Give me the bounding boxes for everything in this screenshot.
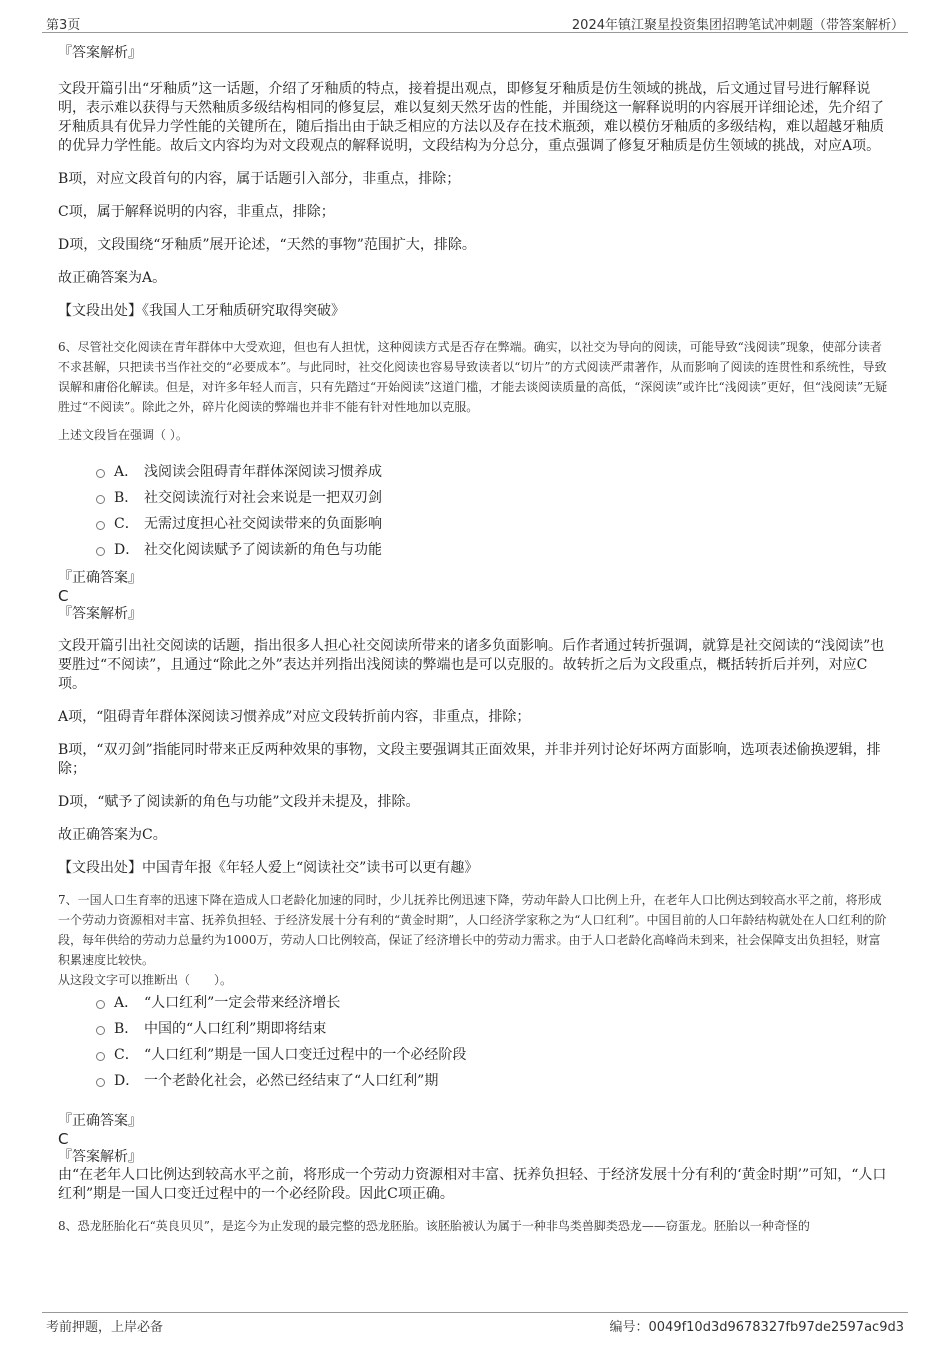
q6-conclusion: 故正确答案为C。 (58, 827, 167, 843)
q6-option-d[interactable] (58, 541, 892, 567)
radio-button-icon[interactable] (96, 469, 105, 478)
option-text: 无需过度担心社交阅读带来的负面影响 (144, 516, 382, 532)
q5-analysis-d: D项，文段围绕“牙釉质”展开论述，“天然的事物”范围扩大，排除。 (58, 237, 476, 253)
q6-analysis-a: A项，“阻碍青年群体深阅读习惯养成”对应文段转折前内容，非重点，排除； (58, 709, 531, 725)
q6-analysis-b: B项，“双刃剑”指能同时带来正反两种效果的事物，文段主要强调其正面效果，并非并列讨论好坏两方面影响，选项表述偷换逻辑，排除； (58, 742, 881, 777)
q6-option-c[interactable] (58, 515, 892, 541)
radio-button-icon[interactable] (96, 1078, 105, 1087)
q7-options (58, 994, 892, 1098)
q7-analysis: 由“在老年人口比例达到较高水平之前，将形成一个劳动力资源相对丰富、抚养负担轻、于经济发展十分有利的‘黄金时期’”可知，“人口红利”期是一国人口变迁过程中的一个必经阶段。因此C项正确。 (58, 1167, 887, 1202)
option-text: 社交阅读流行对社会来说是一把双刃剑 (144, 490, 382, 506)
footer-slogan: 考前押题，上岸必备 (46, 1320, 164, 1335)
q7-option-a[interactable] (58, 994, 892, 1020)
document-id: 编号：0049f10d3d9678327fb97de2597ac9d3 (609, 1320, 904, 1335)
radio-button-icon[interactable] (96, 1026, 105, 1035)
q5-analysis-c: C项，属于解释说明的内容，非重点，排除； (58, 204, 335, 220)
q6-option-b[interactable] (58, 489, 892, 515)
q6-analysis: 文段开篇引出社交阅读的话题，指出很多人担心社交阅读所带来的诸多负面影响。后作者通过转折强调，就算是社交阅读的“浅阅读”也要胜过“不阅读”，且通过“除此之外”表达并列指出浅阅读的弊端也是可以克服的。故转折之后为文段重点，概括转折后并列，对应C项。 (58, 638, 885, 692)
q7-answer-label: 『正确答案』 (58, 1113, 142, 1129)
option-letter: D． (114, 1073, 140, 1089)
q7-option-b[interactable] (58, 1020, 892, 1046)
page-number: 第3页 (46, 18, 81, 33)
q5-analysis-label: 『答案解析』 (58, 45, 142, 61)
q5-conclusion: 故正确答案为A。 (58, 270, 167, 286)
radio-button-icon[interactable] (96, 521, 105, 530)
option-letter: B． (114, 490, 139, 506)
q5-analysis: 文段开篇引出“牙釉质”这一话题，介绍了牙釉质的特点，接着提出观点，即修复牙釉质是仿生领域的挑战，后文通过冒号进行解释说明，表示难以获得与天然釉质多级结构相同的修复层，难以复刻天然牙齿的性能，并围绕这一解释说明的内容展开详细论述，先介绍了牙釉质具有优异力学性能的关键所在，随后指出由于缺乏相应的方法以及存在技术瓶颈，难以模仿牙釉质的多级结构，难以超越牙釉质的优异力学性能。故后文内容均为对文段观点的解释说明，文段结构为分总分，重点强调了修复牙釉质是仿生领域的挑战，对应A项。 (58, 81, 884, 154)
q6-option-a[interactable] (58, 463, 892, 489)
option-letter: B． (114, 1021, 139, 1037)
q6-prompt: 上述文段旨在强调（ ）。 (58, 428, 188, 442)
radio-button-icon[interactable] (96, 547, 105, 556)
q6-answer: C (58, 587, 69, 605)
q8-stem: 8、恐龙胚胎化石“英良贝贝”，是迄今为止发现的最完整的恐龙胚胎。该胚胎被认为属于一种非鸟类兽脚类恐龙——窃蛋龙。胚胎以一种奇怪的 (58, 1219, 810, 1233)
option-text: “人口红利”期是一国人口变迁过程中的一个必经阶段 (144, 1047, 467, 1063)
q6-answer-label: 『正确答案』 (58, 570, 142, 586)
page-footer (42, 1312, 908, 1333)
option-text: 中国的“人口红利”期即将结束 (144, 1021, 327, 1037)
page-header (42, 12, 908, 33)
option-text: 浅阅读会阻碍青年群体深阅读习惯养成 (144, 464, 382, 480)
option-text: “人口红利”一定会带来经济增长 (144, 995, 341, 1011)
option-letter: A． (114, 464, 139, 480)
q7-option-c[interactable] (58, 1046, 892, 1072)
document-title: 2024年镇江聚星投资集团招聘笔试冲刺题（带答案解析） (571, 18, 904, 33)
option-text: 一个老龄化社会，必然已经结束了“人口红利”期 (144, 1073, 439, 1089)
radio-button-icon[interactable] (96, 1000, 105, 1009)
radio-button-icon[interactable] (96, 495, 105, 504)
option-letter: A． (114, 995, 139, 1011)
radio-button-icon[interactable] (96, 1052, 105, 1061)
q7-answer: C (58, 1130, 69, 1148)
option-letter: C． (114, 516, 139, 532)
q5-source: 【文段出处】《我国人工牙釉质研究取得突破》 (58, 303, 345, 319)
q5-analysis-b: B项，对应文段首句的内容，属于话题引入部分，非重点，排除； (58, 171, 461, 187)
q6-analysis-label: 『答案解析』 (58, 606, 142, 622)
q7-prompt: 从这段文字可以推断出（ ）。 (58, 973, 233, 987)
document-body (58, 44, 892, 1236)
q7-analysis-label: 『答案解析』 (58, 1149, 142, 1165)
q6-stem: 6、尽管社交化阅读在青年群体中大受欢迎，但也有人担忧，这种阅读方式是否存在弊端。确实，以社交为导向的阅读，可能导致“浅阅读”现象，使部分读者不求甚解，只把读书当作社交的“必要成本”。与此同时，社交化阅读也容易导致读者以“切片”的方式阅读严肃著作，从而影响了阅读的连贯性和系统性，导致误解和庸俗化解读。但是，对许多年轻人而言，只有先踏过“开始阅读”这道门槛，才能去谈阅读质量的高低，“深阅读”或许比“浅阅读”更好，但“浅阅读”无疑胜过“不阅读”。除此之外，碎片化阅读的弊端也并非不能有针对性地加以克服。 (58, 340, 888, 414)
q6-analysis-d: D项，“赋予了阅读新的角色与功能”文段并未提及，排除。 (58, 794, 420, 810)
q6-source: 【文段出处】中国青年报《年轻人爱上“阅读社交”读书可以更有趣》 (58, 860, 479, 876)
q7-stem: 7、一国人口生育率的迅速下降在造成人口老龄化加速的同时，少儿抚养比例迅速下降，劳动年龄人口比例上升，在老年人口比例达到较高水平之前，将形成一个劳动力资源相对丰富、抚养负担轻、于经济发展十分有利的“黄金时期”，人口经济学家称之为“人口红利”。中国目前的人口年龄结构就处在人口红利的阶段，每年供给的劳动力总量约为1000万，劳动人口比例较高，保证了经济增长中的劳动力需求。由于人口老龄化高峰尚未到来，社会保障支出负担轻，财富积累速度比较快。 (58, 893, 887, 967)
option-text: 社交化阅读赋予了阅读新的角色与功能 (144, 542, 382, 558)
q7-option-d[interactable] (58, 1072, 892, 1098)
q6-options (58, 463, 892, 567)
option-letter: D． (114, 542, 140, 558)
option-letter: C． (114, 1047, 139, 1063)
